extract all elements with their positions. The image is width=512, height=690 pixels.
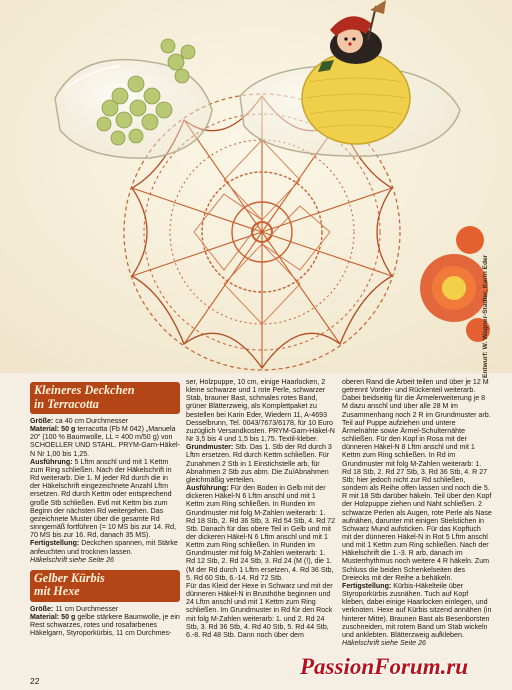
col3-chart-ref: Häkelschrift siehe Seite 26 <box>342 639 426 647</box>
col2-execution-cont: Für das Kleid der Hexe in Schwarz und mit der dünneren Häkel-N in Brusthöhe beginnen und 24 Lftm anschl und mit 1 Kettm zum Ring schließen. Im Grundmuster in Rd für den Rock mit folg M-Zahlen weiterarb: 1. und 2. Rd 24 Stb, 3. Rd 36 Stb, 4. Rd 40 Stb, 5. Rd 44 Stb, 6.-8. Rd 48 Stb. Dann noch über dem <box>186 581 333 639</box>
article1-material: Material: 50 g terracotta (Fb M 042) „Manuela 20" (100 % Baumwolle, LL = 400 m/50 g) von SCHOELLER UND STAHL. PRYM-Garn-Häkel-N Nr 1,00 bis 1,25. <box>30 425 180 458</box>
article1-size: Größe: ca 40 cm Durchmesser <box>30 417 129 425</box>
article1-title-line2: in Terracotta <box>34 396 99 411</box>
page-number: 22 <box>30 676 40 686</box>
col3-text: oberen Rand die Arbeit teilen und über je 12 M getrennt Vorder- und Rückenteil weiterarb. Dabei beidseitig für die Ärmelerweiterung je 8 M dazu anschl und über alle 28 M im Zusammenhang noch 2 R im Grundmuster arb. Teil auf Puppe aufziehen und untere Ärmelnähte sowie Ärmel-Schulternähte schließen. Für den Kopf in Rosa mit der dünneren Häkel-N 8 Lftm anschl und mit 1 Kettm zum Ring schließen. In Rd im Grundmuster mit folg M-Zahlen weiterarb: 1. Rd 18 Stb, 2. Rd 27 Stb, 3. Rd 36 Stb, 4. R 27 Stb; hier jedoch nicht zur Rd schließen, sondern als Reihe offen lassen und noch die 5. R mit 18 Stb darüber häkeln. Teil über den Kopf der Holzpuppe ziehen und Naht schließen. 2 schwarze Perlen als Augen, rote Perle als Nase aufnähen, darunter mit einigen Stielstichen in Schwarz Mund aufsticken. Für das Kopftuch mit der dünneren Häkel-N in Rot 5 Lftm anschl und mit 1 Kettm zum Ring schließen. Nach der Häkelschrift die 1.-3. R arb, danach im Musterrhythmus noch weitere 4 R häkeln. Zum Schluss die beiden Schenkelseiten des Dreiecks mit der Reihe a behäkeln. <box>342 378 492 582</box>
article2-title-line2: mit Hexe <box>34 584 80 599</box>
article2-title-line1: Gelber Kürbis <box>34 570 105 585</box>
col3-finishing: Fertigstellung: Kürbis-Häkelteile über Styroporkürbis zusnähen. Tuch auf Kopf kleben, dabei einige Haarlocken einlegen, und verknoten. Hexe auf Kürbis sitzend annähen (in hinterer Mitte). Braunen Bast als Besenborsten zuschneiden, mit rotem Band um Stab wickeln und anklebten. Blätterzweig aufkleben. <box>342 581 492 639</box>
column-2 <box>186 378 336 639</box>
column-1 <box>30 378 180 637</box>
photo-credit <box>482 228 496 378</box>
column-3 <box>342 378 492 647</box>
col2-intro: ser, Holzpuppe, 10 cm, einige Haarlocken, 2 kleine schwarze und 1 rote Perle, schwarzer Stab, brauner Bast, schmales rotes Band, grüner Blätterzweig, als Komplettpaket zu bestellen bei Karin Eder, Wiedern 11, A-4693 Desselbrunn, Tel. 0043/7673/6178, für 10 Euro zuzüglich Versandkosten. PRYM-Garn-Häkel-N Nr 3,5 bis 4 und 1,5 bis 1,75. Textil-kleber. <box>186 378 335 444</box>
article2-heading <box>30 570 180 602</box>
article1-execution: Ausführung: 5 Lftm anschl und mit 1 Kettm zum Ring schließen. Nach der Häkelschrift in Rd weiterarb. Die 1. M jeder Rd durch die in der Häkelschrift eingezeichnete Anzahl Lftm ersetzen. Rd durch Kettm oder entsprechend große Stb schließen. Evtl mit Kettm bis zum Beginn der nächsten Rd weitergehen. Das gezeichnete Muster über die gesamte Rd sinngemäß fortführen (= 10 MS bis zur 14. Rd, 70 MS bis zur 16. Rd, danach 35 MS). <box>30 457 177 540</box>
photo-credit-text: Entwurf: W. Wagner-Stadler, Karin Eder <box>482 254 489 378</box>
article1-heading <box>30 382 180 414</box>
article1-title-line1: Kleineres Deckchen <box>34 383 135 397</box>
article2-material: Material: 50 g gelbe stärkere Baumwolle, je ein Rest schwarzes, rotes und rosafarbenes Häkelgarn, Styroporkürbis, 11 cm Durchmes- <box>30 612 180 638</box>
watermark: PassionForum.ru <box>300 654 469 679</box>
col2-base-pattern: Grundmuster: Stb. Das 1. Stb der Rd durch 3 Lftm ersetzen. Rd durch Kettm schließen. Für Zunahmen 2 Stb in 1 Einstichstelle arb, für Abnahmen 2 Stb zus abm. Die Zu/Abnahmen gleichmäßig verteilen. <box>186 443 332 484</box>
article1-finishing: Fertigstellung: Deckchen spannen, mit Stärke anfeuchten und trocknen lassen. <box>30 539 178 556</box>
article1-chart-ref: Häkelschrift siehe Seite 26 <box>30 555 114 564</box>
article2-size: Größe: 11 cm Durchmesser <box>30 604 119 613</box>
col2-execution: Ausführung: Für den Boden in Gelb mit der dickeren Häkel-N 6 Lftm anschl und mit 1 Kettm zum Ring schließen. In Runden im Grundmuster mit folg M-Zahlen weiterarb: 1. Rd 18 Stb, 2. Rd 36 Stb, 3. Rd 54 Stb, 4. Rd 72 Stb. Danach für das obere Teil in Gelb und mit der dickeren Häkel-N 6 Lftm anschl und mit 1 Kettm zum Ring schließen. In Runden im Grundmuster mit folg M-Zahlen weiterarb: 1. Rd 12 Stb, 2. Rd 24 Stb, 3. Rd 24 (M (!), die 1. (M der Rd durch 1 Lftm ersetzen, 4. Rd 36 Stb, 5. Rd 60 Stb, 6.-14. Rd 72 Stb. <box>186 484 336 582</box>
